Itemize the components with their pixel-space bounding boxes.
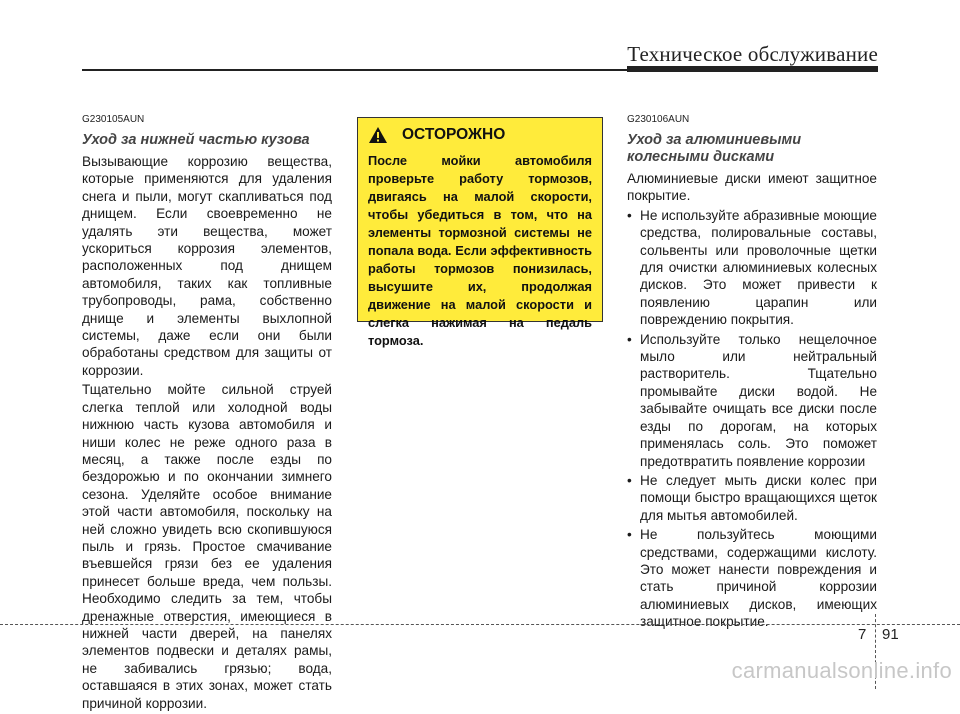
paragraph: Алюминиевые диски имеют защитное покрытие.	[627, 171, 877, 204]
list-item-text: Не пользуйтесь моющими средствами, содержащими кислоту. Это может нанести повреждения и стать причиной коррозии алюминиевых дисков, имеющих защитное покрытие.	[640, 527, 877, 630]
list-item	[627, 472, 877, 524]
paragraph: Вызывающие коррозию вещества, которые применяются для удаления снега и пыли, могут скапливаться под днищем. Если своевременно не удалять эти вещества, может ускориться коррозия элементов, расположенных под днищем автомобиля, таких как топливные трубопроводы, рама, собственно днище и элементы выхлопной системы, даже если они были обработаны средством для защиты от коррозии.	[82, 154, 332, 378]
right-column	[627, 113, 877, 633]
list-item-text: Используйте только нещелочное мыло или нейтральный растворитель. Тщательно промывайте диски водой. Не забывайте очищать все диски после езды по дорогам, на которых применялась соль. Это поможет предотвратить появление коррозии	[640, 331, 877, 469]
warning-box	[357, 117, 603, 348]
section-title: Уход за алюминиевыми колесными дисками	[627, 132, 802, 165]
page-number: 91	[882, 626, 899, 643]
section-title: Уход за нижней частью кузова	[82, 132, 310, 148]
warning-header	[368, 122, 592, 148]
header-bar	[627, 66, 878, 72]
bullet-icon: •	[627, 527, 632, 543]
warning-text: После мойки автомобиля проверьте работу тормозов, двигаясь на малой скорости, чтобы убедиться в том, что на элементы тормозной системы не попала вода. Если эффективность работы тормозов понизилась, высушите их, продолжая движение на малой скорости и слегка нажимая на педаль тормоза.	[368, 153, 592, 348]
bullet-icon: •	[627, 331, 632, 347]
warning-triangle-icon	[368, 126, 388, 144]
list-item-text: Не используйте абразивные моющие средства, полировальные составы, сольвенты или проволочные щетки для очистки алюминиевых колесных дисков. Это может привести к появлению царапин или повреждению покрытия.	[640, 207, 877, 328]
warning-title: ОСТОРОЖНО	[402, 126, 506, 143]
section-code: G230105AUN	[82, 114, 145, 125]
section-code: G230106AUN	[627, 114, 690, 125]
page-rule	[0, 624, 960, 625]
list-item	[627, 526, 877, 630]
chapter-number: 7	[858, 626, 867, 643]
watermark: carmanualsonline.info	[731, 658, 952, 683]
bullet-icon: •	[627, 472, 632, 488]
list-item	[627, 331, 877, 470]
list-item-text: Не следует мыть диски колес при помощи быстро вращающихся щеток для мытья автомобилей.	[640, 472, 877, 523]
bullet-list	[627, 207, 877, 631]
header-title: Техническое обслуживание	[627, 42, 878, 66]
paragraph: Тщательно мойте сильной струей слегка теплой или холодной воды нижнюю часть кузова автомобиля и ниши колес не реже одного раза в месяц, а также после езды по бездорожью и по окончании зимнего сезона. Уделяйте особое внимание этой части автомобиля, поскольку на ней сложно увидеть всю скопившуюся пыль и грязь. Простое смачивание въевшейся грязи без ее удаления принесет больше вреда, чем пользы. Необходимо следить за тем, чтобы дренажные отверстия, имеющиеся в нижней части дверей, на панелях элементов подвески и деталях рамы, не забивались грязью; вода, оставшаяся в этих зонах, может стать причиной коррозии.	[82, 382, 332, 711]
list-item	[627, 207, 877, 329]
bullet-icon: •	[627, 207, 632, 223]
